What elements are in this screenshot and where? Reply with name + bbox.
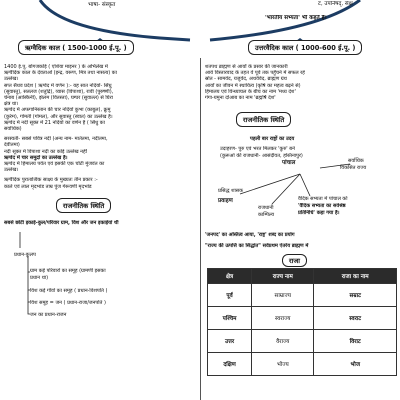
- left-line: काले एवं लाल मृदभांड ताम्र पुंज गेरूवर्णी मृदभांड: [4, 183, 92, 190]
- left-line: उल्लेख।: [4, 76, 19, 83]
- table-cell: भोज: [314, 353, 397, 376]
- table-row: [208, 330, 397, 353]
- right-content: [205, 64, 398, 101]
- left-section-header: ऋग्वैदिक काल ( 1500-1000 ई.पू. ): [18, 40, 134, 55]
- origin-line: "राज्य की उत्पत्ति का सिद्धांत" सर्वप्रथम ऐतरेय ब्राह्मण में: [205, 243, 309, 249]
- example-line2: (कुरूओं की राजधानी- आसंदीवत, हस्तिनापुर): [220, 153, 303, 159]
- right-polity-title: राजनीतिक स्थिति: [236, 112, 291, 127]
- vish-text: विश कई गाँवों का समूह ( प्रधान-विशपति ): [30, 288, 108, 294]
- vaidik-line3: प्रतिनिधि' कहा गया है।: [298, 210, 340, 216]
- table-header: राजा का नाम: [314, 269, 397, 284]
- left-line: देवीतमा): [4, 142, 20, 149]
- kampilya-label: काम्पिल्य: [258, 212, 275, 218]
- raja-label: राजा: [282, 254, 307, 267]
- panchal-label: पांचाल: [282, 160, 296, 166]
- table-cell: भोज्य: [252, 353, 314, 376]
- table-cell: पूर्व: [208, 284, 252, 307]
- language-label: भाषा- संस्कृत: [88, 2, 116, 8]
- left-line: ऋग्वैदिक काल के देवताओं (इन्द्र, वरूण, मित्र तथा नासत्य) का: [4, 70, 117, 77]
- left-polity-line1: सबसे छोटी इकाई-कुल/परिवार ग्राम, विश और जन इकाईयां थी: [4, 220, 119, 226]
- kulap-text: प्रधान-कुलप: [14, 252, 36, 258]
- left-line: उल्लेख।: [4, 167, 19, 174]
- polity-hierarchy-arrows: [0, 228, 200, 328]
- top-right-text: ट, उपनिषद्, सेक्ष: [318, 1, 353, 7]
- sarvadhik-2: विकसित राज्य: [340, 165, 367, 171]
- table-cell: उत्तर: [208, 330, 252, 353]
- raja-table-wrapper: [207, 268, 397, 376]
- pravahan-label: प्रवाहण: [218, 198, 233, 204]
- right-line: आर्य विस्तारवाद के तहत वे पूर्व तक पहुँचने में सफल रहे: [205, 70, 305, 77]
- gram-text: ग्राम कई परिवारों का समूह (ग्रामणी इसका: [30, 268, 106, 274]
- left-line: सर्वाधिक): [4, 126, 22, 133]
- table-cell: दक्षिण: [208, 353, 252, 376]
- gram-text-2: प्रधान था): [30, 275, 49, 281]
- sarvadhik-1: सर्वाधिक: [348, 158, 364, 164]
- rashtra-rise: पहली बार राष्ट्रों का उदय: [250, 136, 295, 142]
- table-cell: विराट: [314, 330, 397, 353]
- left-line: सरस्वती- सबसे पवित्र नदी (अन्य नाम- मातेतमा, नदीतमा,: [4, 136, 108, 143]
- table-header: क्षेत्र: [208, 269, 252, 284]
- left-line: 1400 ई.पू. बोगजकोई ( एशिया माइनर ) के अभिलेख में: [4, 64, 108, 70]
- left-line: नदी सूक्त में विपाशा नदी का कोई उल्लेख नहीं: [4, 148, 87, 155]
- rajdhani-label: राजधानी: [258, 205, 274, 211]
- prasiddh-shasak: प्रसिद्ध शासक: [218, 188, 244, 194]
- table-cell: साम्राज्य: [252, 284, 314, 307]
- janpad-line: 'जनपद' का अस्तित्व आया, 'राष्ट्र' शब्द का प्रयोग: [205, 232, 295, 238]
- rajan-text: जन का प्रधान-राजन: [30, 312, 67, 318]
- left-content: [4, 64, 198, 190]
- left-line: (कुर्रम), गोमती (गोमल), और सुवास्तु (स्वात) का उल्लेख है।: [4, 113, 113, 120]
- table-header: राज्य नाम: [252, 269, 314, 284]
- left-line: चेनाब (आस्किनी), झेलम (वितस्ता), घग्घर (सुवाल्ल) से घिरा: [4, 95, 113, 102]
- table-row: [208, 284, 397, 307]
- table-cell: वैराज्य: [252, 330, 314, 353]
- table-row: [208, 307, 397, 330]
- vaidik-line2: 'वैदिक सभ्यता का सर्वश्रेष्ठ: [298, 203, 346, 209]
- left-polity-title: राजनीतिक स्थिति: [56, 198, 111, 213]
- right-line: आर्यों का जीवन में स्थायित्व (कृषि का महत्व बढ़ने से): [205, 82, 301, 89]
- left-line: ऋग्वेद में नदी सूक्त में 21 नदियों का वर्णन है ( सिंधु का: [4, 119, 105, 126]
- vaidik-line1: वैदिक सभ्यता में पांचाल को: [298, 196, 348, 202]
- left-line: ऋग्वेद में चार समुद्रों का उल्लेख है।: [4, 154, 68, 161]
- example-line1: उदाहरण- पुरु एवं भरत मिलकर 'कुरु' बने: [220, 146, 295, 152]
- raja-table: [207, 268, 397, 376]
- left-line: (सुवास्तु), सतलज (शतुद्रि), व्यास (विपाशा), रावी (पुरुष्णी),: [4, 88, 114, 95]
- table-cell: पश्चिम: [208, 307, 252, 330]
- left-line: क्षेत्र था।: [4, 101, 19, 108]
- table-cell: सम्राट: [314, 284, 397, 307]
- right-line: हिमालय एवं विन्ध्याचल के बीच का नाम 'मध्य देश': [205, 88, 296, 95]
- table-cell: स्वराज्य: [252, 307, 314, 330]
- top-right-text-2: 'भारतीय सभ्यता' भी कहते हैं।: [265, 15, 327, 21]
- table-cell: स्वराट: [314, 307, 397, 330]
- table-row: [208, 353, 397, 376]
- left-line: ऋग्वेद में अफगानिस्तान की चार नदियों कुभा (काबुल), क्रुमु: [4, 107, 111, 114]
- right-line: गंगा-यमुना दोआब का नाम 'ब्रह्मर्षि देश': [205, 95, 276, 102]
- left-line: ऋग्वेद में हिमालय पर्वत एवं इसकी एक चोटी मुंजवंत का: [4, 161, 105, 168]
- table-header-row: [208, 269, 397, 284]
- left-line: ऋग्वैदिक पुरातात्विक साक्ष्य के मुख्यतः तीन प्रकार :-: [4, 177, 98, 184]
- left-line: सप्त सैंधव प्रदेश ( ऋग्वेद में वर्णन ):- यह सात नदियों- सिंधु: [4, 82, 112, 89]
- right-line: स्रोत - सामवेद, यजुर्वेद, अथर्ववेद, ब्राह्मण ग्रंथ: [205, 76, 287, 83]
- right-section-header: उत्तरवैदिक काल ( 1000-600 ई.पू. ): [248, 40, 362, 55]
- jan-text: विश समूह = जन ( प्रधान-राजा/जनपति ): [30, 300, 106, 306]
- right-line: शतपथ ब्राह्मण से आर्यों के प्रसार की जानकारी: [205, 64, 288, 70]
